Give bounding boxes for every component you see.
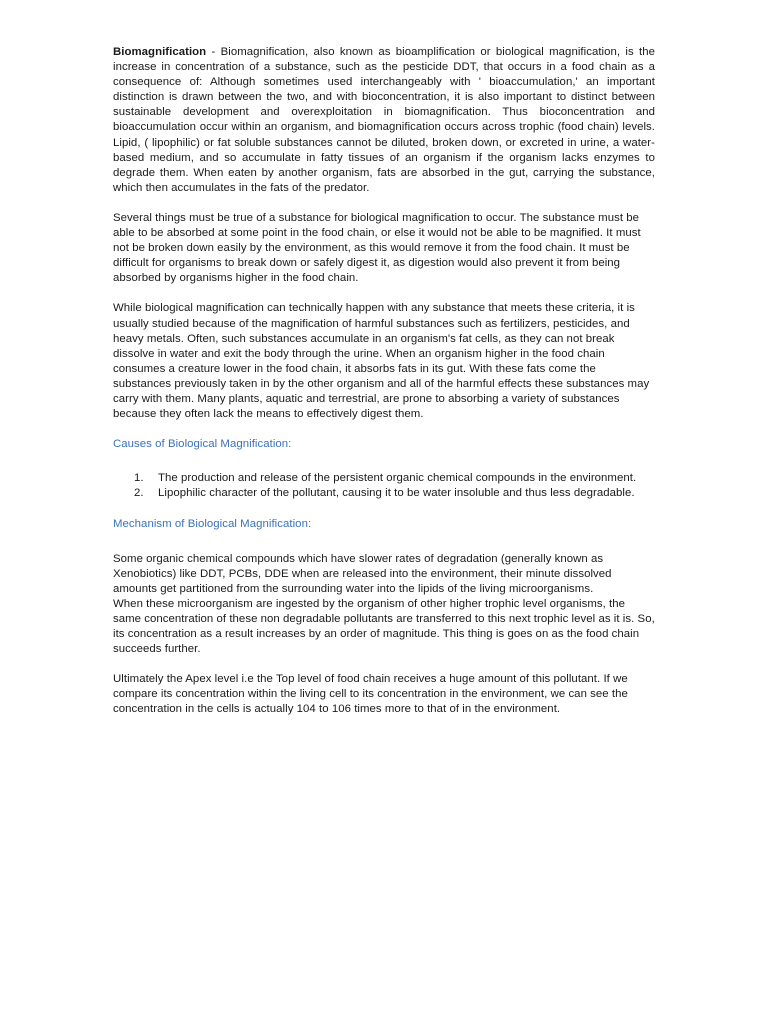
list-number: 1. (134, 472, 144, 485)
list-item (113, 471, 655, 486)
term-biomagnification: Biomagnification (113, 46, 207, 58)
apex-level-paragraph: Ultimately the Apex level i.e the Top level of food chain receives a huge amount of this pollutant. If we compare its concentration within the living cell to its concentration in the environment, we can see the concentration in the cells is actually 104 to 106 times more to that of in the environment. (113, 673, 628, 716)
list-item (113, 486, 655, 501)
list-number: 2. (134, 487, 144, 500)
document-page (113, 45, 655, 732)
harmful-substances-paragraph: While biological magnification can technically happen with any substance that meets these criteria, it is usually studied because of the magnification of harmful substances such as fertilizers, pesticides, and heavy metals. Often, such substances accumulate in an organism's fat cells, as they can not break dissolve in water and exit the body through the urine. When an organism higher in the food chain consumes a creature lower in the food chain, it absorbs fats in its gut. With these fats come the substances previously taken in by the other organism and all of the harmful effects these substances may carry with them. Many plants, aquatic and terrestrial, are prone to absorbing a variety of substances because they often lack the means to effectively digest them. (113, 302, 650, 421)
list-item-text: Lipophilic character of the pollutant, causing it to be water insoluble and thus less degradable. (158, 487, 635, 500)
causes-heading: Causes of Biological Magnification: (113, 438, 292, 451)
list-item-text: The production and release of the persistent organic chemical compounds in the environment. (158, 472, 637, 485)
mechanism-heading: Mechanism of Biological Magnification: (113, 518, 312, 531)
xenobiotics-paragraph: Some organic chemical compounds which have slower rates of degradation (generally known as Xenobiotics) like DDT, PCBs, DDE when are released into the environment, their minute dissolved amounts get partitioned from the surrounding water into the lipids of the living microorganisms. (113, 552, 612, 595)
conditions-paragraph: Several things must be true of a substance for biological magnification to occur. The substance must be able to be absorbed at some point in the food chain, or else it would not be able to be magnified. It must not be broken down easily by the environment, as this would remove it from the food chain. It must be difficult for organisms to break down or safely digest it, as digestion would also prevent it from being absorbed by organisms higher in the food chain. (113, 211, 641, 285)
intro-text: - Biomagnification, also known as bioamplification or biological magnification, is the increase in concentration of a substance, such as the pesticide DDT, that occurs in a food chain as a consequence of: Although sometimes used interchangeably with ' bioaccumulation,' an important distinction is drawn between the two, and with bioconcentration, it is also important to distinct between sustainable development and overexploitation in biomagnification. Thus bioconcentration and bioaccumulation occur within an organism, and biomagnification occurs across trophic (food chain) levels. Lipid, ( lipophilic) or fat soluble substances cannot be diluted, broken down, or excreted in urine, a water-based medium, and so accumulate in fatty tissues of an organism if the organism lacks enzymes to degrade them. When eaten by another organism, fats are absorbed in the gut, carrying the substance, which then accumulates in the fats of the predator. (113, 46, 655, 194)
intro-paragraph (113, 45, 655, 196)
causes-list (113, 471, 655, 501)
trophic-transfer-paragraph: When these microorganism are ingested by the organism of other higher trophic level organisms, the same concentration of these non degradable pollutants are transferred to this next trophic level as it is. So, its concentration as a result increases by an order of magnitude. This thing is goes on as the food chain succeeds further. (113, 597, 655, 656)
